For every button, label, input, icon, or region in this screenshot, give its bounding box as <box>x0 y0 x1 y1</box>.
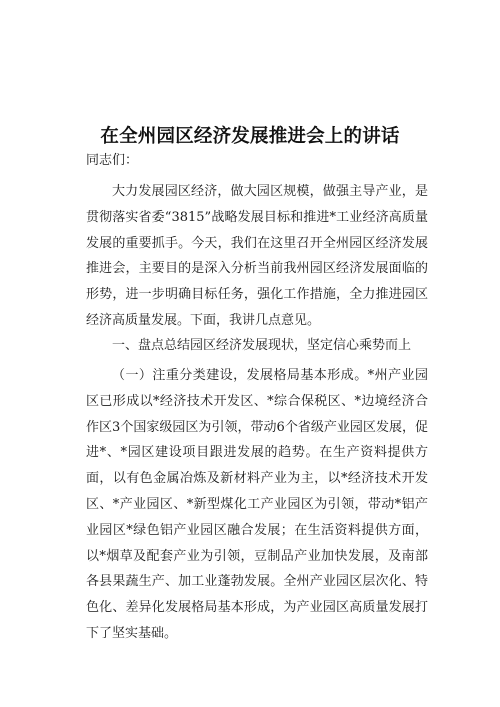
paragraph-intro: 大力发展园区经济，做大园区规模，做强主导产业，是贯彻落实省委“3815”战略发展目标和推进*工业经济高质量发展的重要抓手。今天，我们在这里召开全州园区经济发展推进会，主要目的是深入分析当前我州园区经济发展面临的形势，进一步明确目标任务，强化工作措施，全力推进园区经济高质量发展。下面，我讲几点意见。 <box>86 184 428 328</box>
document-title: 在全州园区经济发展推进会上的讲话 <box>100 126 400 147</box>
section-heading: 一、盘点总结园区经济发展现状，坚定信心乘势而上 <box>112 338 412 353</box>
paragraph-section-1: （一）注重分类建设，发展格局基本形成。*州产业园区已形成以*经济技术开发区、*综合保税区、*边境经济合作区3个国家级园区为引领，带动6个省级产业园区发展，促进*、*园区建设项目跟进发展的趋势。在生产资料提供方面，以有色金属冶炼及新材料产业为主，以*经济技术开发区、*产业园区、*新型煤化工产业园区为引领，带动*铝产业园区*绿色铝产业园区融合发展；在生活资料提供方面，以*烟草及配套产业为引领，豆制品产业加快发展，及南部各县果蔬生产、加工业蓬勃发展。全州产业园区层次化、特色化、差异化发展格局基本形成，为产业园区高质量发展打下了坚实基础。 <box>86 368 428 641</box>
salutation: 同志们： <box>86 153 139 168</box>
